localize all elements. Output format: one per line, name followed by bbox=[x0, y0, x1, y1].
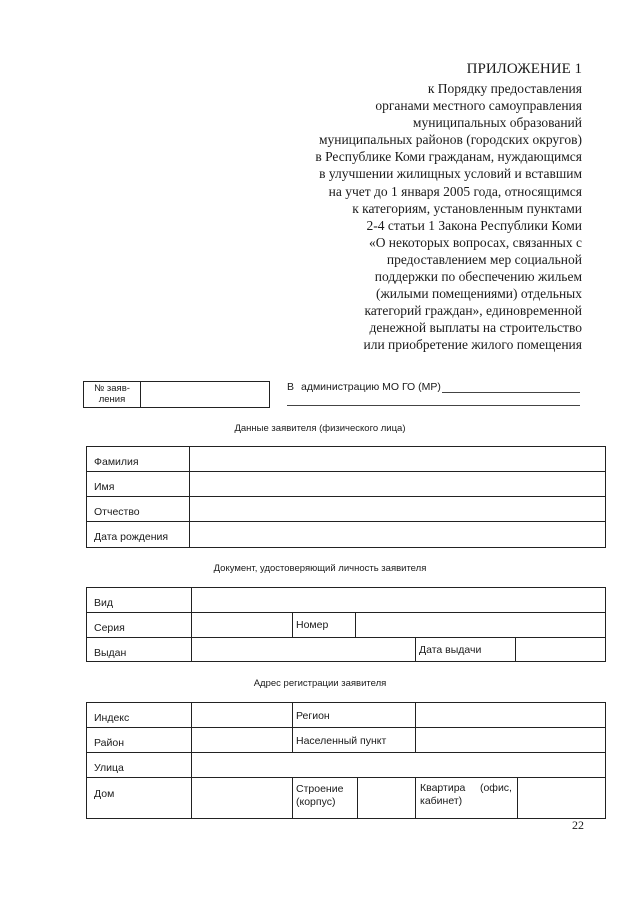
appendix-line: поддержки по обеспечению жильем bbox=[374, 269, 582, 285]
appendix-title: ПРИЛОЖЕНИЕ 1 bbox=[466, 61, 582, 77]
address-table bbox=[86, 702, 606, 819]
apartment-label: Квартира (офис, кабинет) bbox=[420, 782, 512, 807]
address-section-title: Адрес регистрации заявителя bbox=[253, 678, 387, 689]
addressee-label: администрацию МО ГО (МР) bbox=[301, 381, 441, 393]
field-label-surname: Фамилия bbox=[94, 456, 139, 468]
settlement-input[interactable] bbox=[416, 728, 605, 752]
application-number-box bbox=[83, 381, 270, 408]
region-label: Регион bbox=[296, 710, 330, 722]
appendix-line: (жилыми помещениями) отдельных bbox=[375, 286, 582, 302]
house-input[interactable] bbox=[192, 778, 292, 818]
doc-issued-by-input[interactable] bbox=[192, 638, 415, 661]
first-name-input[interactable] bbox=[190, 472, 605, 496]
addressee-input-line1[interactable] bbox=[442, 392, 580, 393]
appendix-line: муниципальных районов (городских округов) bbox=[318, 132, 582, 148]
doc-series-input[interactable] bbox=[192, 613, 292, 637]
field-label-first-name: Имя bbox=[94, 481, 115, 493]
district-input[interactable] bbox=[192, 728, 292, 752]
district-label: Район bbox=[94, 737, 124, 749]
appendix-line: «О некоторых вопросах, связанных с bbox=[368, 234, 582, 250]
doc-issue-date-input[interactable] bbox=[516, 638, 605, 661]
appendix-line: в улучшении жилищных условий и вставшим bbox=[319, 166, 582, 182]
building-input[interactable] bbox=[358, 778, 415, 818]
appendix-line: или приобретение жилого помещения bbox=[363, 337, 582, 353]
field-label-birth-date: Дата рождения bbox=[94, 531, 169, 543]
doc-number-input[interactable] bbox=[356, 613, 605, 637]
appendix-line: категорий граждан», единовременной bbox=[364, 303, 582, 319]
apartment-input[interactable] bbox=[518, 778, 605, 818]
appendix-line: на учет до 1 января 2005 года, относящимся bbox=[328, 183, 582, 199]
id-document-table bbox=[86, 587, 606, 662]
appendix-line: муниципальных образований bbox=[412, 115, 582, 131]
appendix-header bbox=[262, 60, 582, 354]
applicant-table bbox=[86, 446, 606, 548]
doc-type-input[interactable] bbox=[192, 588, 605, 612]
id-document-section-title: Документ, удостоверяющий личность заявителя bbox=[213, 563, 427, 574]
appendix-line: органами местного самоуправления bbox=[375, 98, 582, 114]
house-label: Дом bbox=[94, 788, 115, 800]
field-label-patronymic: Отчество bbox=[94, 506, 140, 518]
doc-type-label: Вид bbox=[94, 597, 113, 609]
street-label: Улица bbox=[94, 762, 124, 774]
building-label: Строение (корпус) bbox=[296, 783, 344, 808]
appendix-line: предоставлением мер социальной bbox=[386, 251, 582, 267]
application-number-label: № заяв- ления bbox=[94, 383, 130, 405]
doc-issue-date-label: Дата выдачи bbox=[419, 644, 482, 656]
patronymic-input[interactable] bbox=[190, 497, 605, 521]
appendix-line: к Порядку предоставления bbox=[427, 81, 582, 96]
application-number-input[interactable] bbox=[141, 382, 269, 407]
doc-number-label: Номер bbox=[296, 619, 329, 631]
birth-date-input[interactable] bbox=[190, 522, 605, 547]
surname-input[interactable] bbox=[190, 447, 605, 471]
doc-issued-by-label: Выдан bbox=[94, 647, 127, 659]
street-input[interactable] bbox=[192, 753, 605, 777]
appendix-line: в Республике Коми гражданам, нуждающимся bbox=[315, 149, 582, 165]
doc-series-label: Серия bbox=[94, 622, 125, 634]
applicant-section-title: Данные заявителя (физического лица) bbox=[234, 423, 406, 434]
addressee-prefix: В bbox=[287, 381, 295, 393]
addressee-input-line2[interactable] bbox=[287, 405, 580, 406]
appendix-line: 2-4 статьи 1 Закона Республики Коми bbox=[366, 217, 582, 233]
index-label: Индекс bbox=[94, 712, 130, 724]
page-number: 22 bbox=[572, 818, 584, 832]
settlement-label: Населенный пункт bbox=[296, 735, 387, 747]
index-input[interactable] bbox=[192, 703, 292, 727]
appendix-line: денежной выплаты на строительство bbox=[369, 320, 582, 336]
appendix-line: к категориям, установленным пунктами bbox=[352, 200, 582, 216]
region-input[interactable] bbox=[416, 703, 605, 727]
